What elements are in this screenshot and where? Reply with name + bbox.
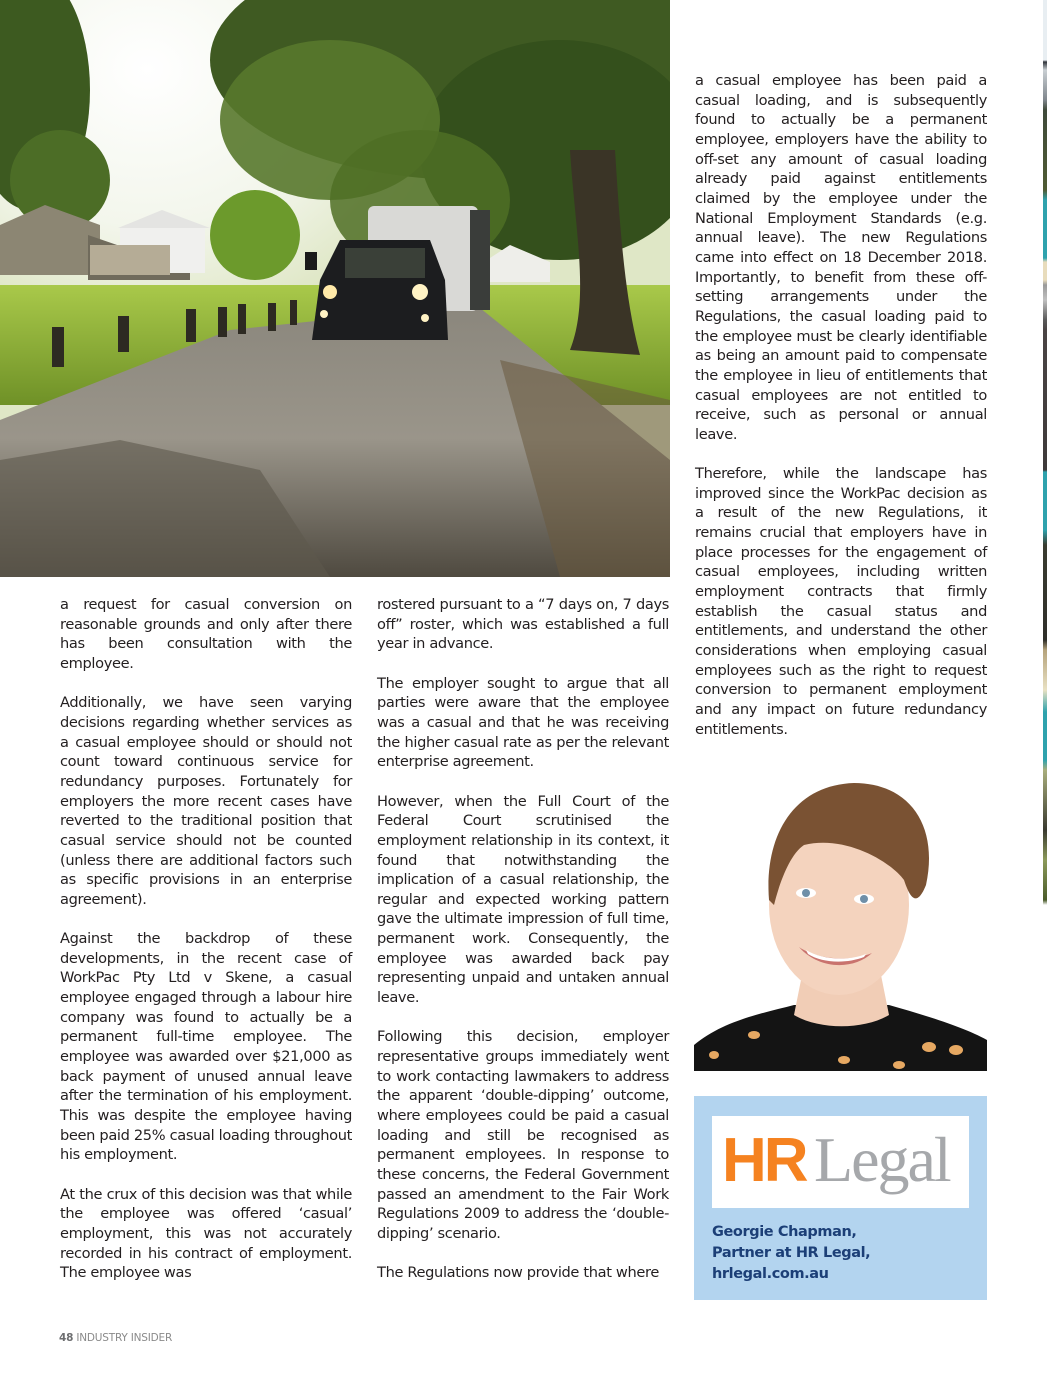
author-portrait [694, 765, 987, 1071]
paragraph: The employer sought to argue that all parties were aware that the employee was a casual and that he was receiving the higher casual rate as per the relevant enterprise agreement. [377, 674, 669, 771]
paragraph: The Regulations now provide that where [377, 1264, 659, 1282]
adjacent-page-edge [1043, 0, 1047, 1376]
hero-photo-illustration [0, 0, 670, 577]
logo-hr-text: HR [722, 1126, 806, 1195]
article-column-2 [377, 595, 669, 1283]
paragraph: a casual employee has been paid a casual loading, and is subsequently found to actually be a permanent employee, employers have the ability to off-set any amount of casual loading already paid against entitlements claimed by the employee under the National Employment Standards (e.g. annual leave). The new Regulations came into effect on 18 December 2018. Importantly, to benefit from these off-setting arrangements under the Regulations, the casual loading paid to the employee must be clearly identifiable as being an amount paid to compensate the employee in lieu of entitlements that casual employees are not entitled to receive, such as personal or annual leave. [695, 72, 987, 443]
article-column-3 [695, 71, 987, 739]
paragraph: Against the backdrop of these developments, in the recent case of WorkPac Pty Ltd v Skene, a casual employee engaged through a labour hire company was found to actually be a permanent full-time employee. The employee was awarded over $21,000 as back payment of unused annual leave after the termination of his employment. This was despite the employee having been paid 25% casual loading throughout his employment. [60, 930, 352, 1164]
paragraph: rostered pursuant to a “7 days on, 7 days off” roster, which was established a full year in advance. [377, 596, 669, 653]
paragraph: a request for casual conversion on reasonable grounds and only after there has been consultation with the employee. [60, 596, 352, 672]
author-details [712, 1222, 870, 1285]
author-portrait-illustration [694, 765, 987, 1071]
publication-name: INDUSTRY INSIDER [76, 1332, 173, 1344]
paragraph: Additionally, we have seen varying decisions regarding whether services as a casual employee should or should not count toward continuous service for redundancy purposes. Fortunately for employers the more recent cases have reverted to the traditional position that casual service should not be counted (unless there are additional factors such as specific provisions in an enterprise agreement). [60, 694, 352, 908]
author-title: Partner at HR Legal, [712, 1245, 871, 1261]
paragraph: However, when the Full Court of the Federal Court scrutinised the employment relationship in its context, it found that notwithstanding the implication of a casual relationship, the regular and expected working pattern gave the ultimate impression of full time, permanent work. Consequently, the employee was awarded back pay representing unpaid and untaken annual leave. [377, 792, 669, 1007]
author-name: Georgie Chapman, [712, 1224, 857, 1240]
hr-legal-logo [712, 1116, 969, 1208]
hero-photo [0, 0, 670, 577]
article-column-1 [60, 595, 352, 1283]
author-bio-box [694, 1096, 987, 1300]
paragraph: Following this decision, employer representative groups immediately went to work contacting lawmakers to address the apparent ‘double-dipping’ outcome, where employees could be paid a casual loading and still be recognised as permanent employees. In response to these concerns, the Federal Government passed an amendment to the Fair Work Regulations 2009 to address the ‘double-dipping’ scenario. [377, 1028, 669, 1242]
paragraph: Therefore, while the landscape has improved since the WorkPac decision as a result of the new Regulations, it remains crucial that employers have in place processes for the engagement of casual employees, including written employment contracts that firmly establish the casual status and entitlements, and understand the other considerations when employing casual employees such as the right to request conversion to permanent employment and any impact on future redundancy entitlements. [695, 465, 987, 738]
page-footer [59, 1332, 172, 1344]
page-number: 48 [59, 1332, 74, 1344]
author-website-link[interactable]: hrlegal.com.au [712, 1266, 829, 1282]
paragraph: At the crux of this decision was that while the employee was offered ‘casual’ employment, this was not accurately recorded in his contract of employment. The employee was [60, 1185, 352, 1282]
logo-legal-text: Legal [814, 1124, 950, 1195]
